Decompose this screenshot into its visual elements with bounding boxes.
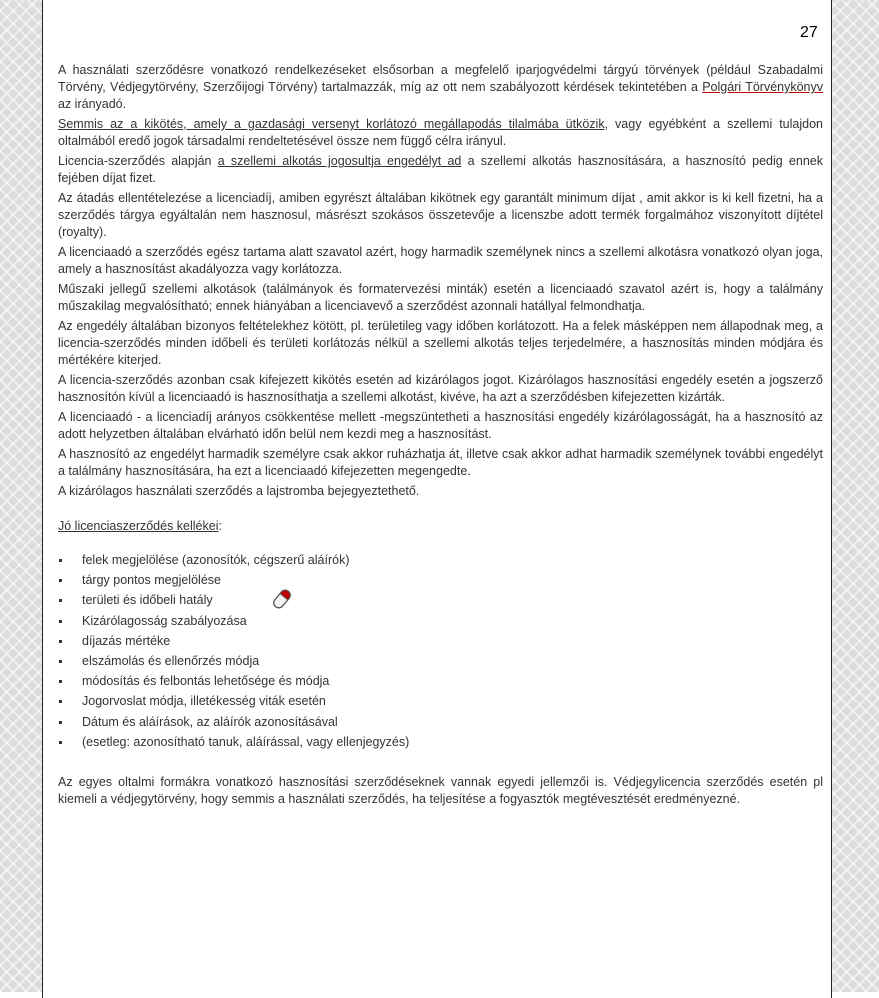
list-item: tárgy pontos megjelölése: [58, 572, 823, 592]
list-item: Dátum és aláírások, az aláírók azonosításával: [58, 714, 823, 734]
paragraph-sublicensing: A hasznosító az engedélyt harmadik személyre csak akkor ruházhatja át, illetve csak akkor adhat harmadik személynek további engedélyt a találmány hasznosítására, ha ezt a licenciaadó kifejezetten megengedte.: [58, 447, 823, 478]
page-number: 27: [800, 24, 818, 41]
paragraph-void-clause: Semmis az a kikötés, amely a gazdasági versenyt korlátozó megállapodás tilalmába ütközik, vagy egyébként a szellemi tulajdon oltalmából eredő jogok társadalmi rendeltetésével össze nem függő célra irányul.: [58, 117, 823, 148]
requirements-heading: Jó licenciaszerződés kellékei:: [58, 519, 222, 533]
paragraph-exclusivity-termination: A licenciaadó - a licenciadíj arányos csökkentése mellett -megszüntetheti a hasznosítási engedély kizárólagosságát, ha a hasznosító az adott helyzetben általában elvárható időn belül nem kezdi meg a hasznosítást.: [58, 410, 823, 441]
civil-code-link[interactable]: Polgári Törvénykönyv: [702, 80, 823, 94]
paragraph-trademark-licence: Az egyes oltalmi formákra vonatkozó hasznosítási szerződéseknek vannak egyedi jellemzői is. Védjegylicencia szerződés esetén pl kiemeli a védjegytörvény, hogy semmis a használati szerződés, ha teljesítése a fogyasztók megtévesztését eredményezné.: [58, 774, 823, 806]
list-item: módosítás és felbontás lehetősége és módja: [58, 673, 823, 693]
paragraph-technical-works: Műszaki jellegű szellemi alkotások (találmányok és formatervezési minták) esetén a licenciaadó szavatol azért is, hogy a találmány műszakilag megvalósítható; ennek hiányában a licenciavevő a szerződést azonnali hatállyal felmondhatja.: [58, 282, 823, 313]
paragraph-registration: A kizárólagos használati szerződés a lajstromba bejegyeztethető.: [58, 484, 420, 498]
paragraph-licence-fee: Az átadás ellentételezése a licenciadíj, amiben egyrészt általában kikötnek egy garantált minimum díjat , amit akkor is ki kell fizetni, ha a szerződés tárgya egyáltalán nem hasznosul, másrészt szokásos összetevője a licenszbe adott termék forgalmához viszonyított díjtétel (royalty).: [58, 191, 823, 239]
list-item: területi és időbeli hatály: [58, 592, 823, 612]
paragraph-legal-basis: A használati szerződésre vonatkozó rendelkezéseket elsősorban a megfelelő iparjogvédelmi tárgyú törvények (például Szabadalmi Törvény, Védjegytörvény, Szerzőijogi Törvény) tartalmazzák, míg az ott nem szabályozott kérdések tekintetében a Polgári Törvénykönyv az irányadó.: [58, 63, 823, 111]
paragraph-warranty: A licenciaadó a szerződés egész tartama alatt szavatol azért, hogy harmadik személynek nincs a szellemi alkotásra vonatkozó olyan joga, amely a hasznosítást akadályozza vagy korlátozza.: [58, 245, 823, 276]
paragraph-licence-definition: Licencia-szerződés alapján a szellemi alkotás jogosultja engedélyt ad a szellemi alkotás hasznosítására, a hasznosító pedig ennek fejében díjat fizet.: [58, 154, 823, 185]
list-item: (esetleg: azonosítható tanuk, aláírással, vagy ellenjegyzés): [58, 734, 823, 754]
list-item: díjazás mértéke: [58, 633, 823, 653]
document-body: [58, 62, 823, 808]
list-item: elszámolás és ellenőrzés módja: [58, 653, 823, 673]
pen-pointer-icon: [268, 585, 296, 613]
list-item: Kizárólagosság szabályozása: [58, 613, 823, 633]
list-item: felek megjelölése (azonosítók, cégszerű aláírók): [58, 552, 823, 572]
paragraph-conditions: Az engedély általában bizonyos feltételekhez kötött, pl. területileg vagy időben korlátozott. Ha a felek másképpen nem állapodnak meg, a licencia-szerződés minden időbeli és területi korlátozás nélkül a szellemi alkotás teljes terjedelmére, a hasznosítás minden módjára és mértékére kiterjed.: [58, 319, 823, 367]
paragraph-exclusivity: A licencia-szerződés azonban csak kifejezett kikötés esetén ad kizárólagos jogot. Kizárólagos hasznosítási engedély esetén a jogszerző hasznosítón kívül a licenciaadó is hasznosíthatja a szellemi alkotást, kivéve, ha azt a szerződésben kifejezetten kizárták.: [58, 373, 823, 404]
list-item: Jogorvoslat módja, illetékesség viták esetén: [58, 693, 823, 713]
requirements-list: [58, 552, 823, 754]
